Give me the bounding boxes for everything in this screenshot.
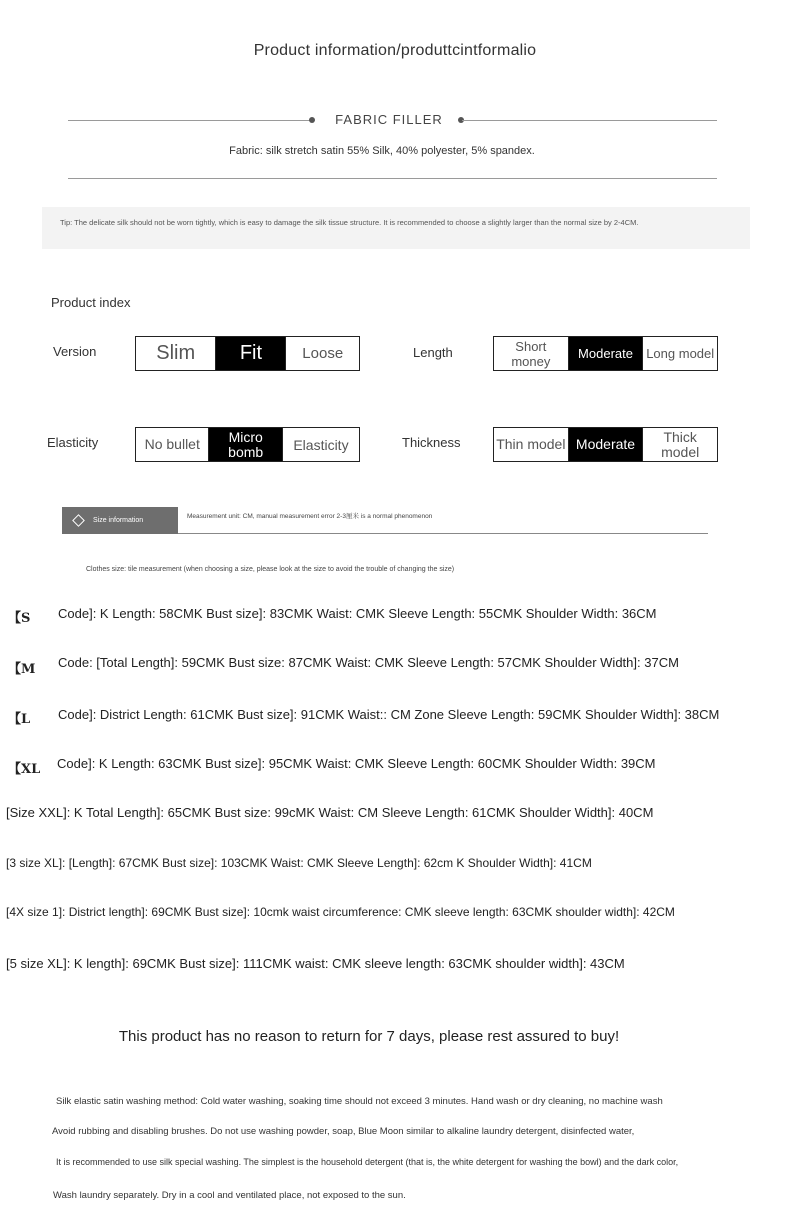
length-label: Length [413,345,453,360]
length-option-short: Short money [511,338,551,369]
measurement-note: Measurement unit: CM, manual measurement error 2-3厘米 is a normal phenomenon [187,513,433,520]
washing-line-2: Avoid rubbing and disabling brushes. Do not use washing powder, soap, Blue Moon similar to alkaline laundry detergent, disinfected water, [52,1126,635,1137]
size-info-tag [62,507,178,534]
version-option-fit: Fit [215,337,285,370]
size-badge-m: 【M [8,662,36,677]
elasticity-label: Elasticity [47,435,99,450]
size-badge-l: 【L [8,712,31,727]
elasticity-option-elastic: Elasticity [282,428,359,461]
elasticity-option-none: No bullet [144,436,200,452]
size-row-4xl: [4X size 1]: District length]: 69CMK Bust size]: 10cmk waist circumference: CMK sleeve length: 63CMK shoulder width]: 42CM [6,905,675,919]
thickness-option-thick: Thick model [642,428,717,461]
tile-measurement-note: Clothes size: tile measurement (when choosing a size, please look at the size to avoid the trouble of changing the size) [86,566,455,573]
size-row-m [8,658,35,677]
thickness-option-thin: Thin model [496,436,566,452]
size-row-l-text: Code]: District Length: 61CMK Bust size]: 91CMK Waist:: CM Zone Sleeve Length: 59CMK Shoulder Width]: 38CM [58,707,720,722]
size-row-l [8,708,30,727]
elasticity-selector [135,427,360,462]
elasticity-option-micro: Micro bomb [208,428,281,461]
version-selector [135,336,360,371]
thickness-selector [493,427,718,462]
size-row-5xl: [5 size XL]: K length]: 69CMK Bust size]: 111CMK waist: CMK sleeve length: 63CMK shoulder width]: 43CM [6,956,625,971]
size-info-tag-label: Size information [93,517,144,524]
size-row-xxl: [Size XXL]: K Total Length]: 65CMK Bust size: 99cMK Waist: CM Sleeve Length: 61CMK Shoulder Width]: 40CM [6,805,654,820]
washing-line-1: Silk elastic satin washing method: Cold water washing, soaking time should not exceed 3 minutes. Hand wash or dry cleaning, no machine wash [56,1096,663,1107]
size-row-m-text: Code: [Total Length]: 59CMK Bust size: 87CMK Waist: CMK Sleeve Length: 57CMK Shoulder Width]: 37CM [58,655,679,670]
tip-box [42,207,750,249]
thickness-label: Thickness [402,435,461,450]
length-selector [493,336,718,371]
size-row-s-text: Code]: K Length: 58CMK Bust size]: 83CMK Waist: CMK Sleeve Length: 55CMK Shoulder Width: 36CM [58,606,657,621]
size-info-underline [178,533,708,534]
divider-bottom [68,178,717,179]
size-row-s [8,607,30,626]
washing-line-4: Wash laundry separately. Dry in a cool and ventilated place, not exposed to the sun. [53,1190,406,1201]
version-label: Version [53,344,97,359]
thickness-option-moderate: Moderate [568,428,643,461]
fabric-composition: Fabric: silk stretch satin 55% Silk, 40% polyester, 5% spandex. [229,145,535,157]
page-title: Product information/produttcintformalio [253,42,537,59]
size-row-xl-text: Code]: K Length: 63CMK Bust size]: 95CMK Waist: CMK Sleeve Length: 60CMK Shoulder Width: 39CM [57,756,656,771]
size-row-3xl: [3 size XL]: [Length]: 67CMK Bust size]: 103CMK Waist: CMK Sleeve Length]: 62cm K Shoulder Width]: 41CM [6,856,592,870]
size-badge-s: 【S [8,611,31,626]
size-info-bar [62,507,708,534]
return-policy-notice: This product has no reason to return for 7 days, please rest assured to buy! [118,1028,620,1045]
tip-text: Tip: The delicate silk should not be worn tightly, which is easy to damage the silk tissue structure. It is recommended to choose a slightly larger than the normal size by 2-4CM. [60,218,639,227]
version-option-slim: Slim [156,342,196,364]
fabric-heading: FABRIC FILLER [335,112,443,127]
length-option-moderate: Moderate [568,337,643,370]
washing-line-3: It is recommended to use silk special washing. The simplest is the household detergent (that is, the white detergent for washing the bowl) and the dark color, [56,1157,679,1167]
divider-right [462,120,717,121]
diamond-icon [72,514,85,527]
size-row-xl [8,758,40,777]
length-option-long: Long model [642,337,717,370]
version-option-loose: Loose [285,337,359,370]
size-badge-xl: 【XL [8,762,41,777]
divider-left [68,120,312,121]
product-index-title: Product index [51,295,131,310]
